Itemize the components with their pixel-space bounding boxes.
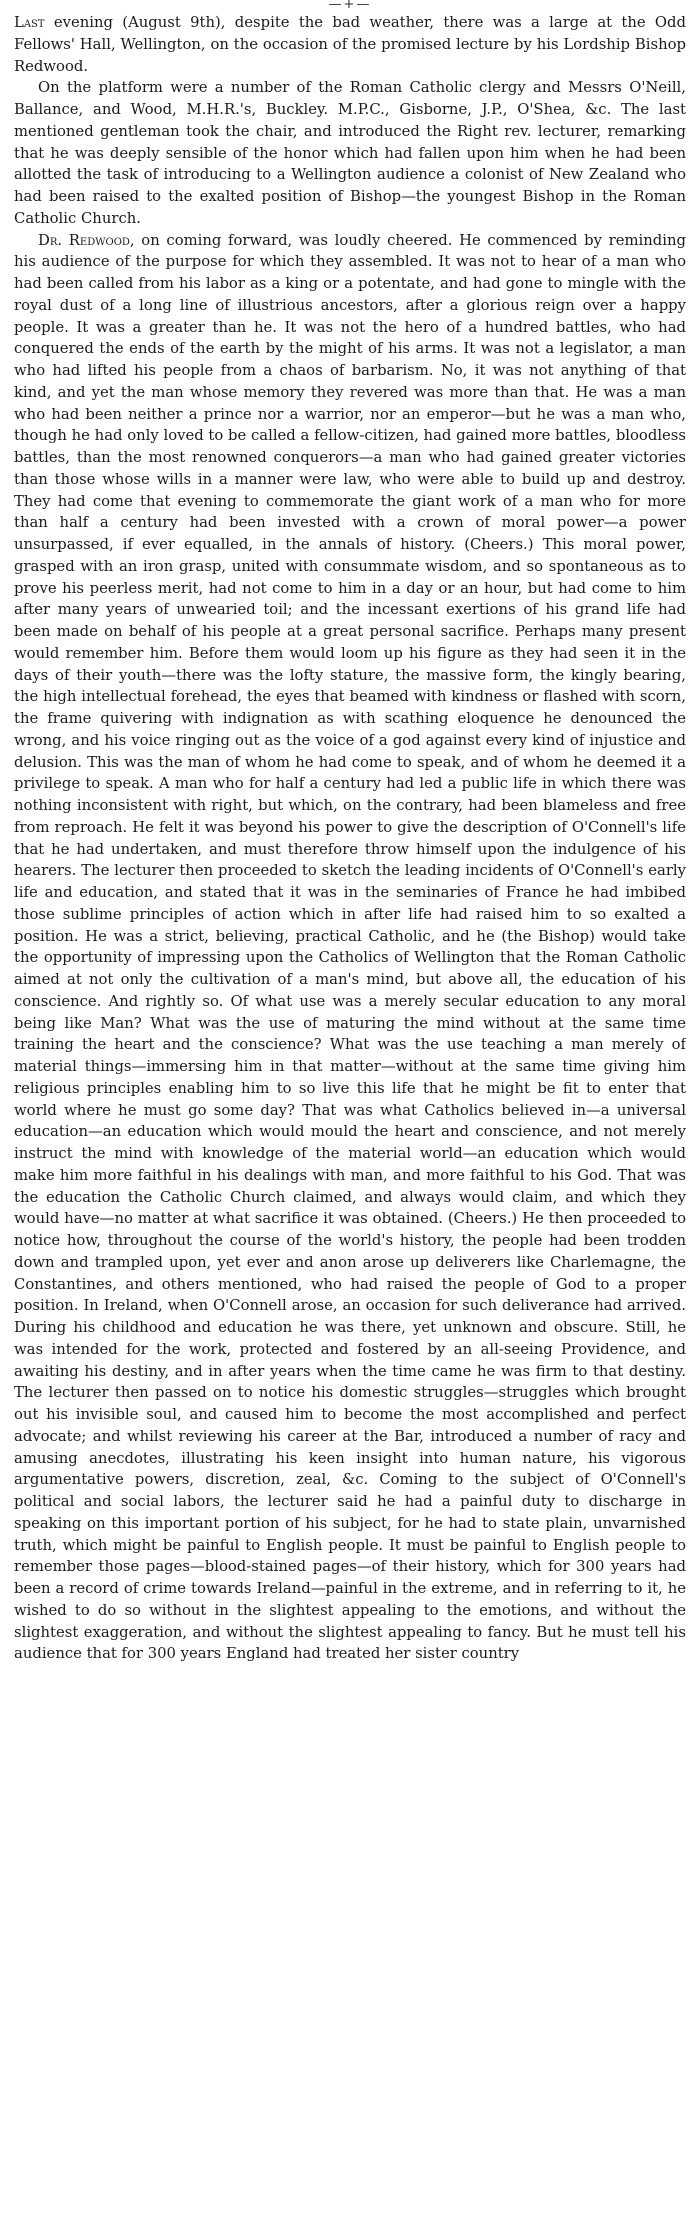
paragraph-text: evening (August 9th), despite the bad weather, there was a large at the Odd Fellows' Hall, Wellington, on the occasion of the promised lecture by his Lordship Bishop Redwood. — [14, 14, 686, 75]
newspaper-column — [14, 0, 686, 2236]
article-paragraph-1 — [14, 12, 686, 77]
paragraph-lead: Last — [14, 14, 45, 31]
article-paragraph-3 — [14, 230, 686, 1666]
paragraph-text: On the platform were a number of the Roman Catholic clergy and Messrs O'Neill, Ballance, and Wood, M.H.R.'s, Buckley. M.P.C., Gisborne, J.P., O'Shea, &c. The last mentioned gentleman took the chair, and introduced the Right rev. lecturer, remarking that he was deeply sensible of the honor which had fallen upon him when he had been allotted the task of introducing to a Wellington audience a colonist of New Zealand who had been raised to the exalted position of Bishop—the youngest Bishop in the Roman Catholic Church. — [14, 79, 686, 227]
paragraph-text: , on coming forward, was loudly cheered. He commenced by reminding his audience of the purpose for which they assembled. It was not to hear of a man who had been called from his labor as a king or a potentate, and had gone to mingle with the royal dust of a long line of illustrious ancestors, after a glorious reign over a happy people. It was a greater than he. It was not the hero of a hundred battles, who had conquered the ends of the earth by the might of his arms. It was not a legislator, a man who had lifted his people from a chaos of barbarism. No, it was not anything of that kind, and yet the man whose memory they revered was more than that. He was a man who had been neither a prince nor a warrior, nor an emperor—but he was a man who, though he had only loved to be called a fellow-citizen, had gained more battles, bloodless battles, than the most renowned conquerors—a man who had gained greater victories than those whose wills in a manner were law, who were able to build up and destroy. They had come that evening to commemorate the giant work of a man who for more than half a century had been invested with a crown of moral power—a power unsurpassed, if ever equalled, in the annals of history. (Cheers.) This moral power, grasped with an iron grasp, united with consummate wisdom, and so spontaneous as to prove his peerless merit, had not come to him in a day or an hour, but had come to him after many years of unwearied toil; and the incessant exertions of his grand life had been made on behalf of his people at a great personal sacrifice. Perhaps many present would remember him. Before them would loom up his figure as they had seen it in the days of their youth—there was the lofty stature, the massive form, the kingly bearing, the high intellectual forehead, the eyes that beamed with kindness or flashed with scorn, the frame quivering with indignation as with scathing eloquence he denounced the wrong, and his voice ringing out as the voice of a god against every kind of injustice and delusion. This was the man of whom he had come to speak, and of whom he deemed it a privilege to speak. A man who for half a century had led a public life in which there was nothing inconsistent with right, but which, on the contrary, had been blameless and free from reproach. He felt it was beyond his power to give the description of O'Connell's life that he had undertaken, and must therefore throw himself upon the indulgence of his hearers. The lecturer then proceeded to sketch the leading incidents of O'Connell's early life and education, and stated that it was in the seminaries of France he had imbibed those sublime principles of action which in after life had raised him to so exalted a position. He was a strict, believing, practical Catholic, and he (the Bishop) would take the opportunity of impressing upon the Catholics of Wellington that the Roman Catholic aimed at not only the cultivation of a man's mind, but above all, the education of his conscience. And rightly so. Of what use was a merely secular education to any moral being like Man? What was the use of maturing the mind without at the same time training the heart and the conscience? What was the use teaching a man merely of material things—immersing him in that matter—without at the same time giving him religious principles enabling him to so live this life that he might be fit to enter that world where he must go some day? That was what Catholics believed in—a universal education—an education which would mould the heart and conscience, and not merely instruct the mind with knowledge of the material world—an education which would make him more faithful in his dealings with man, and more faithful to his God. That was the education the Catholic Church claimed, and always would claim, and which they would have—no matter at what sacrifice it was obtained. (Cheers.) He then proceeded to notice how, throughout the course of the world's history, the people had been trodden down and trampled upon, yet ever and anon arose up deliverers like Charlemagne, the Constantines, and others mentioned, who had raised the people of God to a proper position. In Ireland, when O'Connell arose, an occasion for such deliverance had arrived. During his childhood and education he was there, yet unknown and obscure. Still, he was intended for the work, protected and fostered by an all-seeing Providence, and awaiting his destiny, and in after years when the time came he was firm to that destiny. The lecturer then passed on to notice his domestic struggles—struggles which brought out his invisible soul, and caused him to become the most accomplished and perfect advocate; and whilst reviewing his career at the Bar, introduced a number of racy and amusing anecdotes, illustrating his keen insight into human nature, his vigorous argumentative powers, discretion, zeal, &c. Coming to the subject of O'Connell's political and social labors, the lecturer said he had a painful duty to discharge in speaking on this important portion of his subject, for he had to state plain, unvarnished truth, which might be painful to English people. It must be painful to English people to remember those pages—blood-stained pages—of their history, which for 300 years had been a record of crime towards Ireland—painful in the extreme, and in referring to it, he wished to do so without in the slightest appealing to the emotions, and without the slightest exaggeration, and without the slightest appealing to fancy. But he must tell his audience that for 300 years England had treated her sister country — [14, 231, 686, 1663]
article-paragraph-2 — [14, 77, 686, 229]
paragraph-lead: Dr. Redwood — [38, 231, 130, 249]
column-ornament: —+— — [328, 0, 372, 12]
article-body — [14, 12, 686, 1665]
